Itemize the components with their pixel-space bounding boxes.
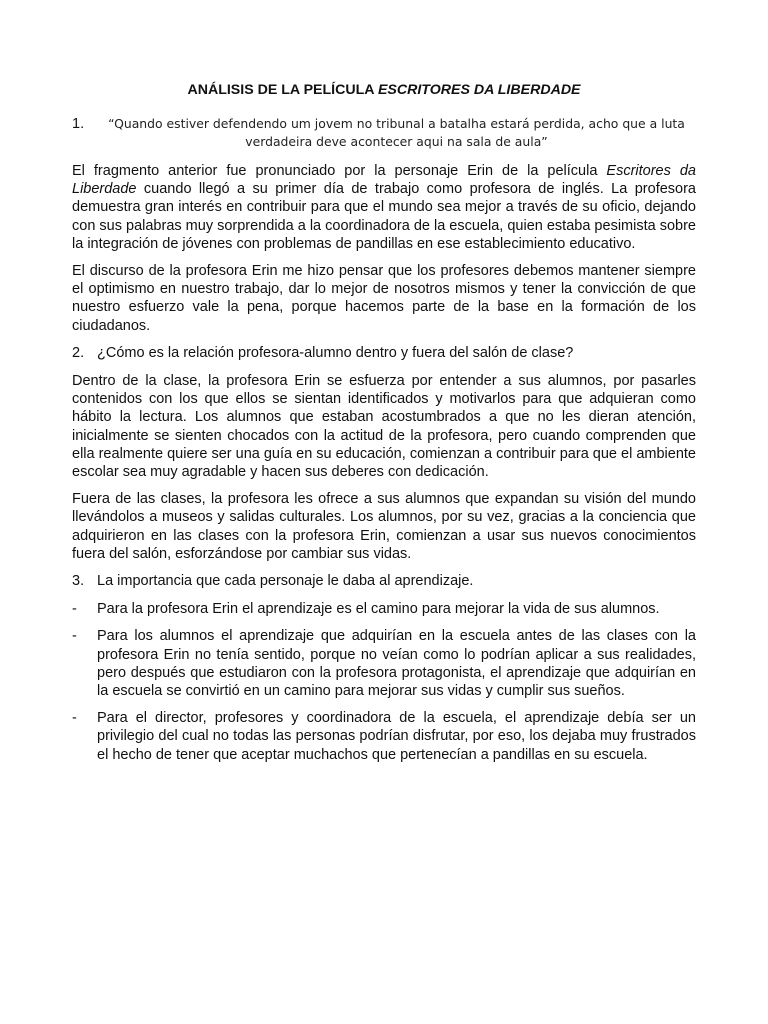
question-3-text: La importancia que cada personaje le daba al aprendizaje. bbox=[97, 573, 474, 590]
question-2-text: ¿Cómo es la relación profesora-alumno dentro y fuera del salón de clase? bbox=[97, 344, 574, 361]
title-prefix: ANÁLISIS DE LA PELÍCULA bbox=[187, 82, 378, 98]
bullet-item bbox=[72, 600, 696, 618]
title-film-name: ESCRITORES DA LIBERDADE bbox=[377, 82, 581, 98]
paragraph-1-before: El fragmento anterior fue pronunciado por la personaje Erin de la película bbox=[72, 163, 607, 179]
bullet-item bbox=[72, 709, 696, 764]
document-title bbox=[72, 79, 696, 101]
paragraph-1 bbox=[72, 162, 696, 253]
bullet-text: Para la profesora Erin el aprendizaje es el camino para mejorar la vida de sus alumnos. bbox=[97, 601, 660, 618]
paragraph-1-after: cuando llegó a su primer día de trabajo como profesora de inglés. La profesora demuestra gran interés en contribuir para que el mundo sea mejor a través de su oficio, dejando con sus palabras muy sorprendida a la coordinadora de la escuela, quien estaba pesimista sobre la integración de jóvenes con problemas de pandillas en ese establecimiento educativo. bbox=[72, 181, 696, 252]
question-3 bbox=[72, 572, 696, 590]
bullet-dash: - bbox=[72, 628, 77, 645]
question-1 bbox=[72, 115, 696, 151]
question-2 bbox=[72, 344, 696, 362]
question-1-quote: “Quando estiver defendendo um jovem no tribunal a batalha estará perdida, acho que a luta verdadeira deve acontecer aqui na sala de aula” bbox=[108, 116, 685, 149]
paragraph-1-film-name: Escritores da Liberdade bbox=[72, 163, 696, 198]
bullet-text: Para el director, profesores y coordinadora de la escuela, el aprendizaje debía ser un privilegio del cual no todas las personas podrían disfrutar, por eso, los dejaba muy frustrados el hecho de tener que aceptar muchachos que pertenecían a pandillas en su escuela. bbox=[97, 710, 696, 763]
question-1-number: 1. bbox=[72, 116, 85, 132]
paragraph-3: Dentro de la clase, la profesora Erin se esfuerza por entender a sus alumnos, por pasarles contenidos con los que ellos se sientan identificados y motivarlos para que adquieran como hábito la lectura. Los alumnos que estaban acostumbrados a que no les dieran atención, inicialmente se sienten chocados con la actitud de la profesora, pero cuando comprenden que ella realmente quiere ser una guía en su educación, comienzan a contribuir para que el ambiente escolar sea muy agradable y hacen sus deberes con dedicación. bbox=[72, 373, 696, 481]
bullet-dash: - bbox=[72, 601, 77, 618]
question-2-number: 2. bbox=[72, 344, 85, 361]
bullet-dash: - bbox=[72, 710, 77, 727]
paragraph-4: Fuera de las clases, la profesora les ofrece a sus alumnos que expandan su visión del mundo llevándolos a museos y salidas culturales. Los alumnos, por su vez, gracias a la conciencia que adquirieron en las clases con la profesora Erin, comienzan a usar sus nuevos conocimientos fuera del salón, esforzándose por cambiar sus vidas. bbox=[72, 491, 696, 562]
bullet-item bbox=[72, 627, 696, 700]
question-3-number: 3. bbox=[72, 573, 85, 590]
bullet-text: Para los alumnos el aprendizaje que adquirían en la escuela antes de las clases con la profesora Erin no tenía sentido, porque no veían como lo podrían aplicar a sus realidades, pero después que estudiaron con la profesora protagonista, el aprendizaje que adquirían en la escuela se convirtió en un camino para mejorar sus vidas y cumplir sus sueños. bbox=[97, 628, 696, 700]
paragraph-2: El discurso de la profesora Erin me hizo pensar que los profesores debemos mantener siempre el optimismo en nuestro trabajo, dar lo mejor de nosotros mismos y tener la convicción de que nuestro esfuerzo vale la pena, porque hacemos parte de la base en la formación de los ciudadanos. bbox=[72, 263, 696, 334]
